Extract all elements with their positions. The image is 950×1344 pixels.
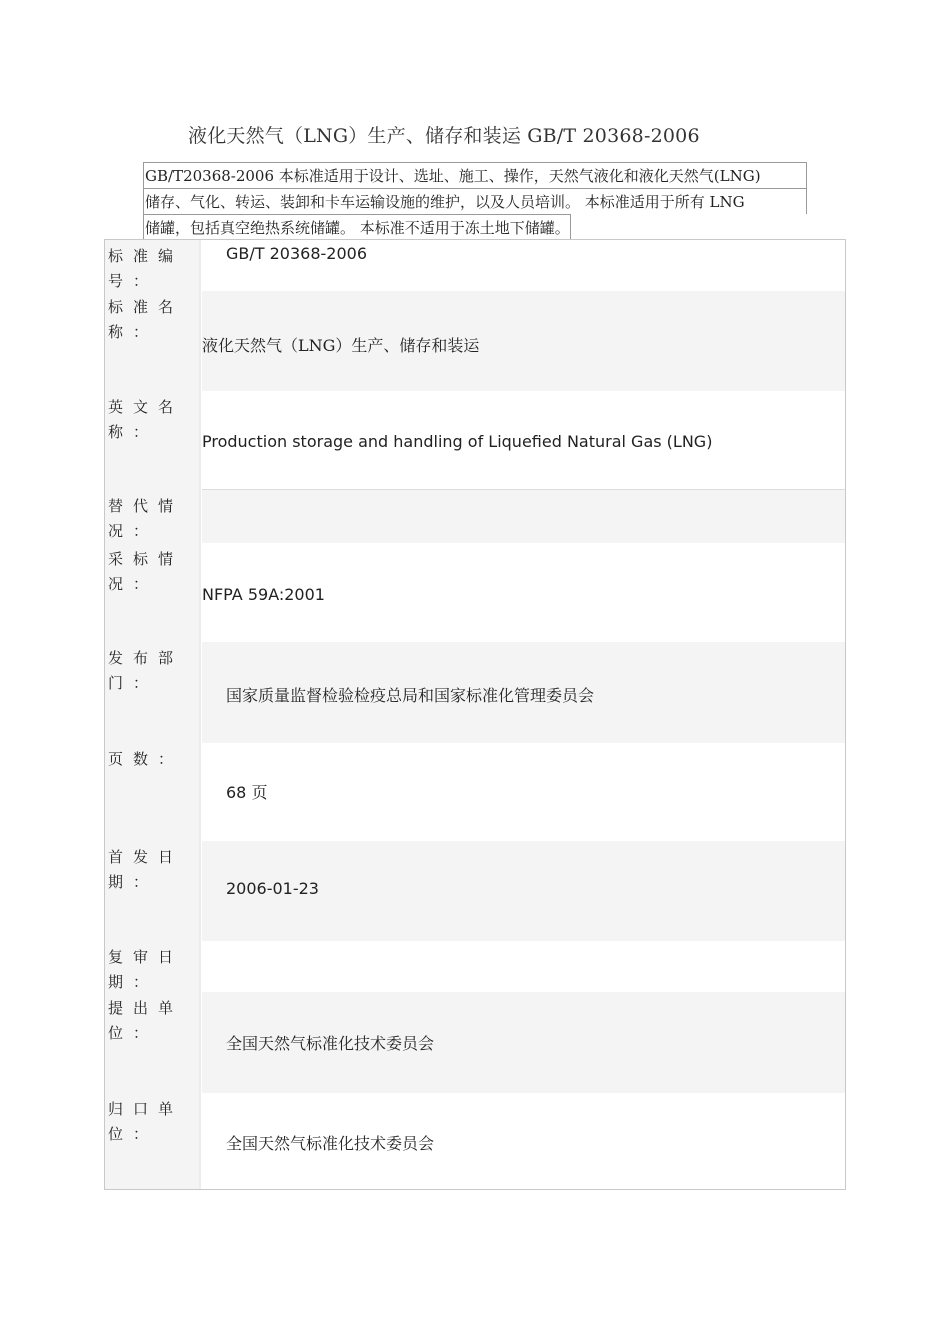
row-proposed-by (105, 992, 845, 1093)
label-issued-by: 发布部门： (108, 649, 184, 692)
standard-info-table (104, 239, 846, 1190)
row-issued-by (105, 642, 845, 743)
value-english-name: Production storage and handling of Liquefied Natural Gas (LNG) (202, 432, 713, 451)
row-managed-by (105, 1093, 845, 1189)
row-standard-name (105, 291, 845, 391)
value-issued-by: 国家质量监督检验检疫总局和国家标准化管理委员会 (226, 686, 595, 705)
summary-line-1: GB/T20368-2006 本标准适用于设计、选址、施工、操作，天然气液化和液化天然气(LNG) (143, 162, 807, 188)
row-review-date (105, 941, 845, 992)
value-pages: 68 页 (226, 783, 268, 802)
label-adopted: 采标情况： (108, 550, 184, 593)
value-managed-by: 全国天然气标准化技术委员会 (226, 1134, 435, 1153)
label-managed-by: 归口单位： (108, 1100, 184, 1143)
summary-line-3: 储罐，包括真空绝热系统储罐。 本标准不适用于冻土地下储罐。 (143, 214, 571, 240)
value-standard-name: 液化天然气（LNG）生产、储存和装运 (202, 336, 480, 355)
value-adopted: NFPA 59A:2001 (202, 585, 325, 604)
label-proposed-by: 提出单位： (108, 999, 184, 1042)
standard-summary (143, 162, 807, 248)
row-adopted (105, 543, 845, 642)
value-proposed-by: 全国天然气标准化技术委员会 (226, 1034, 435, 1053)
label-pages: 页数： (108, 750, 184, 768)
row-standard-no (105, 240, 845, 291)
label-english-name: 英文名称： (108, 398, 184, 441)
page-title: 液化天然气（LNG）生产、储存和装运 GB/T 20368-2006 (188, 125, 700, 147)
row-english-name (105, 391, 845, 490)
row-first-issue-date (105, 841, 845, 941)
label-standard-name: 标准名称： (108, 298, 184, 341)
label-standard-no: 标准编号： (108, 247, 184, 290)
row-replaced (105, 490, 845, 543)
value-first-issue-date: 2006-01-23 (226, 879, 319, 898)
label-first-issue-date: 首发日期： (108, 848, 184, 891)
label-replaced: 替代情况： (108, 497, 184, 540)
label-review-date: 复审日期： (108, 948, 184, 991)
value-standard-no: GB/T 20368-2006 (226, 244, 368, 263)
row-pages (105, 743, 845, 841)
summary-line-2: 储存、气化、转运、装卸和卡车运输设施的维护，以及人员培训。 本标准适用于所有 LNG (143, 188, 807, 214)
